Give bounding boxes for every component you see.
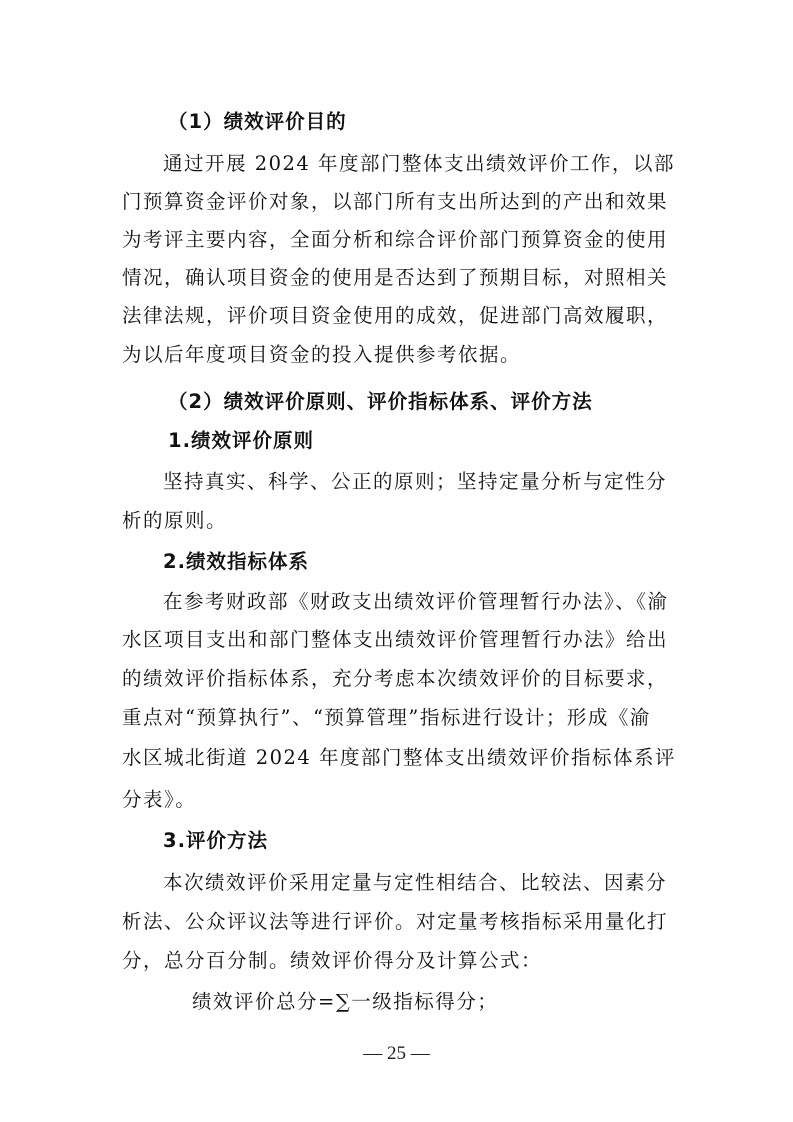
paragraph-line: 法律法规，评价项目资金使用的成效，促进部门高效履职， <box>122 304 669 327</box>
page-number: — 25 — <box>363 1043 430 1064</box>
paragraph-line: 的绩效评价指标体系，充分考虑本次绩效评价的目标要求， <box>122 667 669 690</box>
paragraph-line: 门预算资金评价对象，以部门所有支出所达到的产出和效果 <box>122 190 669 213</box>
subheading-evaluation-methods: 3.评价方法 <box>163 829 268 852</box>
paragraph-line: 分表》。 <box>122 788 197 811</box>
subheading-indicator-system: 2.绩效指标体系 <box>163 550 309 573</box>
paragraph-line: 情况，确认项目资金的使用是否达到了预期目标，对照相关 <box>122 266 669 289</box>
paragraph-line: 分，总分百分制。绩效评价得分及计算公式： <box>122 949 543 972</box>
paragraph-line: 在参考财政部《财政支出绩效评价管理暂行办法》、《渝 <box>163 590 669 613</box>
paragraph-line: 水区项目支出和部门整体支出绩效评价管理暂行办法》给出 <box>122 628 669 651</box>
heading-evaluation-purpose: （1）绩效评价目的 <box>168 110 347 133</box>
paragraph-line: 析法、公众评议法等进行评价。对定量考核指标采用量化打 <box>122 910 669 933</box>
paragraph-line: 水区城北街道 2024 年度部门整体支出绩效评价指标体系评 <box>122 746 677 769</box>
paragraph-line: 坚持真实、科学、公正的原则；坚持定量分析与定性分 <box>163 470 668 493</box>
formula-line: 绩效评价总分=∑一级指标得分； <box>192 990 499 1013</box>
paragraph-line: 重点对“预算执行”、“预算管理”指标进行设计；形成《渝 <box>122 706 651 729</box>
paragraph-line: 为考评主要内容，全面分析和综合评价部门预算资金的使用 <box>122 228 669 251</box>
paragraph-line: 通过开展 2024 年度部门整体支出绩效评价工作，以部 <box>163 152 676 175</box>
heading-principles-indicators-methods: （2）绩效评价原则、评价指标体系、评价方法 <box>168 390 593 413</box>
paragraph-line: 为以后年度项目资金的投入提供参考依据。 <box>122 343 522 366</box>
paragraph-line: 析的原则。 <box>122 509 228 532</box>
paragraph-line: 本次绩效评价采用定量与定性相结合、比较法、因素分 <box>163 871 668 894</box>
subheading-evaluation-principles: 1.绩效评价原则 <box>168 429 314 452</box>
